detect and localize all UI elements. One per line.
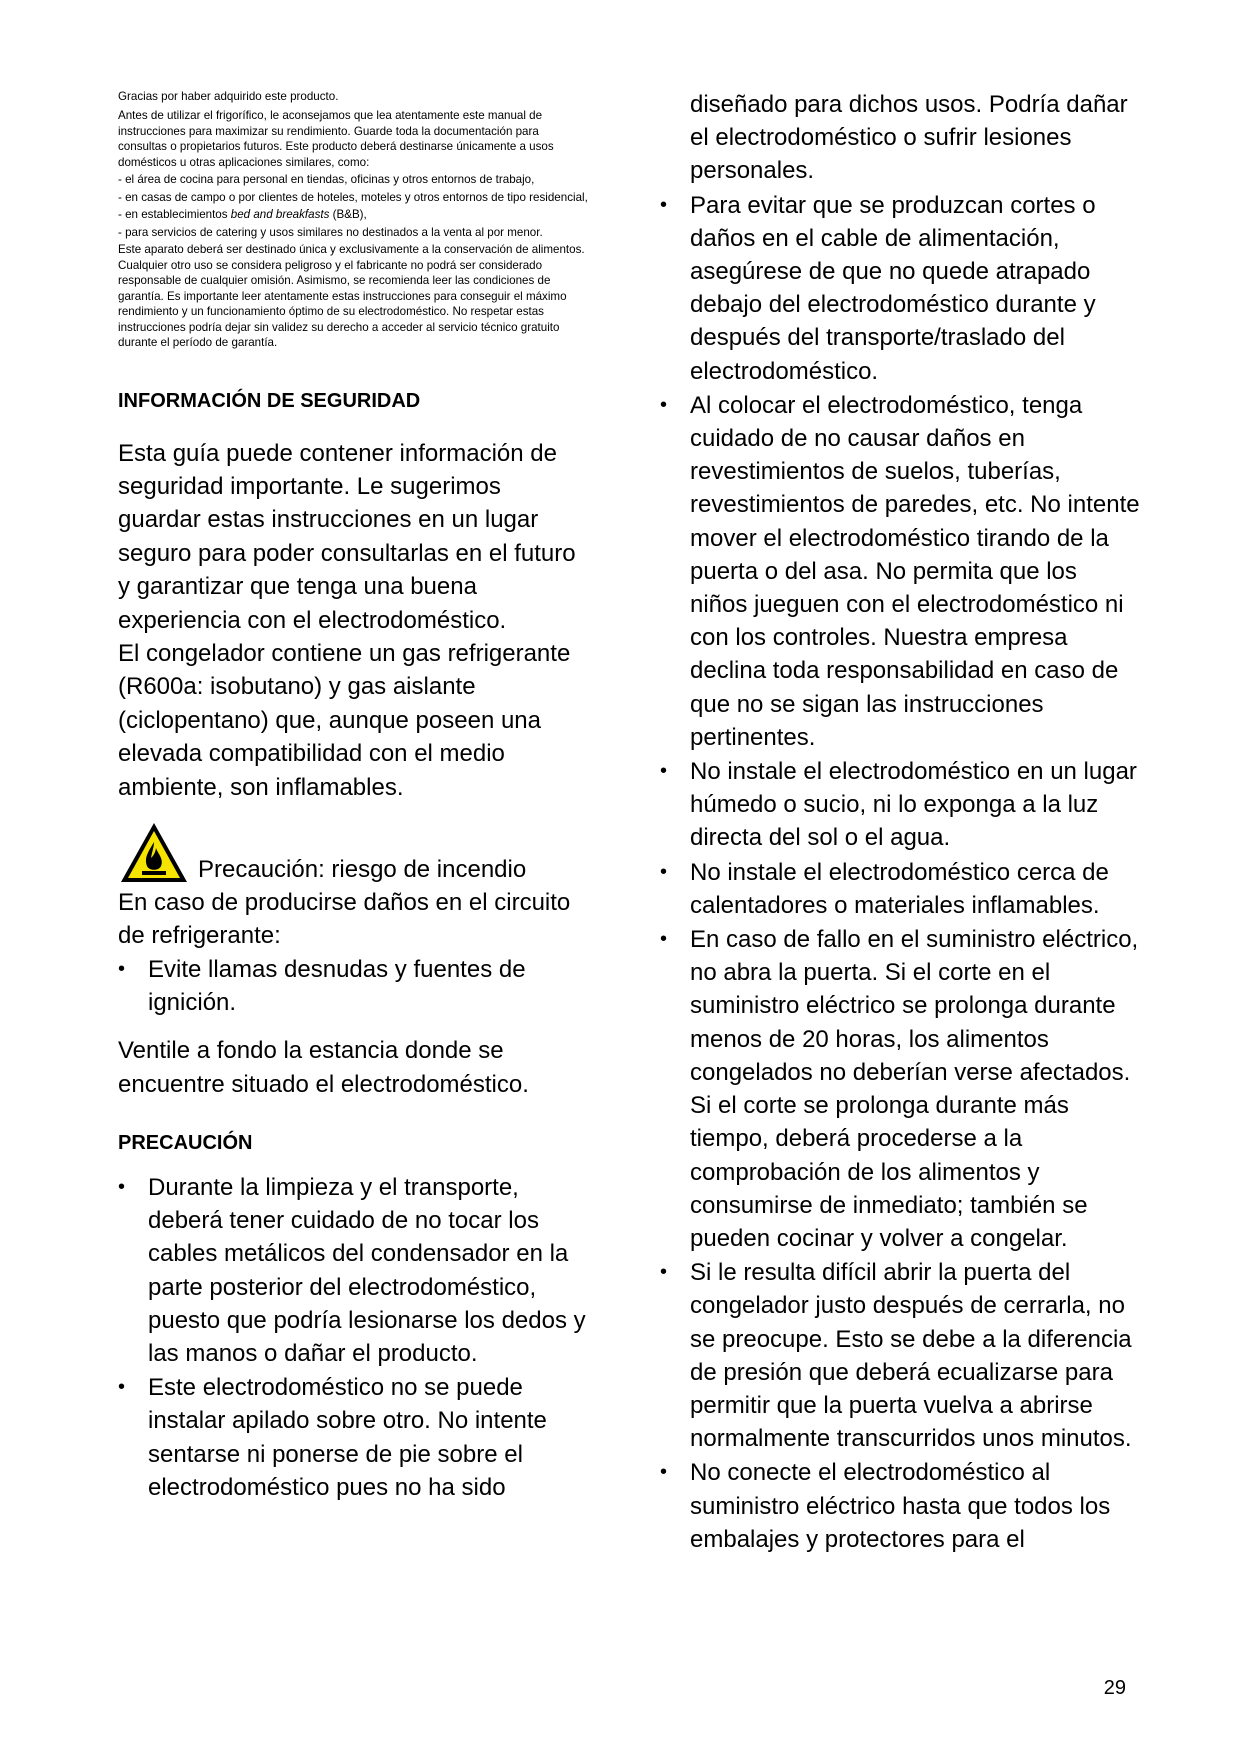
intro-section: [118, 88, 588, 351]
page-number: 29: [1103, 1677, 1126, 1699]
intro-list-item-2: - en casas de campo o por clientes de hoteles, moteles y otros entornos de tipo residencial,: [118, 190, 588, 204]
list-item: • No instale el electrodoméstico cerca de calentadores o materiales inflamables.: [660, 856, 1140, 922]
list-item: • Este electrodoméstico no se puede instalar apilado sobre otro. No intente sentarse ni ponerse de pie sobre el electrodoméstico pues no ha sido: [118, 1371, 588, 1504]
flammable-warning-icon: [118, 820, 190, 886]
bullet-icon: •: [118, 957, 126, 980]
list-item: • Si le resulta difícil abrir la puerta del congelador justo después de cerrarla, no se preocupe. Esto se debe a la diferencia de presión que deberá ecualizarse para permitir que la puerta vuelva a abrirse normalmente transcurridos unos minutos.: [660, 1256, 1140, 1455]
list-item: • Evite llamas desnudas y fuentes de ignición.: [118, 953, 588, 1019]
caution-heading: PRECAUCIÓN: [118, 1132, 253, 1154]
safety-paragraph-1: Esta guía puede contener información de seguridad importante. Le sugerimos guardar estas instrucciones en un lugar seguro para poder consultarlas en el futuro y garantizar que tenga una buena experiencia con el electrodoméstico.: [118, 439, 576, 634]
bullet-icon: •: [660, 1461, 668, 1484]
bullet-icon: •: [660, 193, 668, 216]
intro-thanks: Gracias por haber adquirido este producto.: [118, 90, 339, 103]
list-item: • Durante la limpieza y el transporte, deberá tener cuidado de no tocar los cables metálicos del condensador en la parte posterior del electrodoméstico, puesto que podría lesionarse los dedos y las manos o dañar el producto.: [118, 1171, 588, 1370]
list-item: • Para evitar que se produzcan cortes o daños en el cable de alimentación, asegúrese de que no quede atrapado debajo del electrodoméstico durante y después del transporte/traslado del electrodoméstico.: [660, 189, 1140, 388]
intro-list-item-3: [118, 207, 588, 223]
bullet-icon: •: [118, 1176, 126, 1198]
safety-bullet-list: [118, 953, 588, 1019]
list-item: • En caso de fallo en el suministro eléctrico, no abra la puerta. Si el corte en el suministro eléctrico se prolonga durante menos de 20 horas, los alimentos congelados no deberían verse afectados. Si el corte se prolonga durante más tiempo, deberá procederse a la comprobación de los alimentos y consumirse de inmediato; también se pueden cocinar y volver a congelar.: [660, 923, 1140, 1255]
bullet-icon: •: [660, 860, 668, 883]
intro-paragraph-2: Este aparato deberá ser destinado única y exclusivamente a la conservación de alimentos. Cualquier otro uso se considera peligroso y el fabricante no podrá ser considerado responsable de cualquier omisión. Asimismo, se recomienda leer las condiciones de garantía. Es importante leer atentamente estas instrucciones para conseguir el máximo rendimiento y un funcionamiento óptimo de su electrodoméstico. No respetar estas instrucciones podría dejar sin validez su derecho a acceder al servicio técnico gratuito durante el período de garantía.: [118, 243, 585, 349]
right-column: [660, 88, 1140, 1557]
safety-paragraph-3: En caso de producirse daños en el circuito de refrigerante:: [118, 888, 571, 950]
left-column: [118, 88, 588, 1505]
safety-heading: INFORMACIÓN DE SEGURIDAD: [118, 389, 421, 412]
bullet-icon: •: [660, 760, 668, 783]
bullet-icon: •: [660, 928, 668, 951]
list-item: • No conecte el electrodoméstico al suministro eléctrico hasta que todos los embalajes y protectores para el: [660, 1456, 1140, 1556]
caution-bullet-list: [118, 1171, 588, 1504]
intro-item3-suffix: (B&B),: [329, 208, 367, 221]
right-bullet-list: [660, 189, 1140, 1556]
intro-item3-italic: bed and breakfasts: [230, 208, 330, 221]
list-item: • Al colocar el electrodoméstico, tenga cuidado de no causar daños en revestimientos de suelos, tuberías, revestimientos de paredes, etc. No intente mover el electrodoméstico tirando de la puerta o del asa. No permita que los niños jueguen con el electrodoméstico ni con los controles. Nuestra empresa declina toda responsabilidad en caso de que no se sigan las instrucciones pertinentes.: [660, 389, 1140, 754]
safety-paragraph-4: Ventile a fondo la estancia donde se encuentre situado el electrodoméstico.: [118, 1037, 529, 1098]
bullet-icon: •: [660, 1261, 668, 1284]
fire-warning: [118, 820, 588, 886]
continued-paragraph: diseñado para dichos usos. Podría dañar el electrodoméstico o sufrir lesiones personales.: [690, 91, 1128, 185]
safety-paragraph-2: El congelador contiene un gas refrigerante (R600a: isobutano) y gas aislante (ciclopentano) que, aunque poseen una elevada compatibilidad con el medio ambiente, son inflamables.: [118, 639, 571, 801]
intro-paragraph-1: Antes de utilizar el frigorífico, le aconsejamos que lea atentamente este manual de instrucciones para maximizar su rendimiento. Guarde toda la documentación para consultas o propietarios futuros. Este producto deberá destinarse únicamente a usos domésticos u otras aplicaciones similares, como:: [118, 109, 554, 169]
warning-label: Precaución: riesgo de incendio: [198, 855, 527, 883]
bullet-icon: •: [660, 393, 668, 416]
bullet-icon: •: [118, 1376, 126, 1399]
list-item: • No instale el electrodoméstico en un lugar húmedo o sucio, ni lo exponga a la luz directa del sol o el agua.: [660, 755, 1140, 855]
intro-list-item-4: - para servicios de catering y usos similares no destinados a la venta al por menor.: [118, 225, 543, 239]
intro-item3-prefix: - en establecimientos: [118, 208, 231, 221]
intro-list-item-1: - el área de cocina para personal en tiendas, oficinas y otros entornos de trabajo,: [118, 173, 535, 186]
